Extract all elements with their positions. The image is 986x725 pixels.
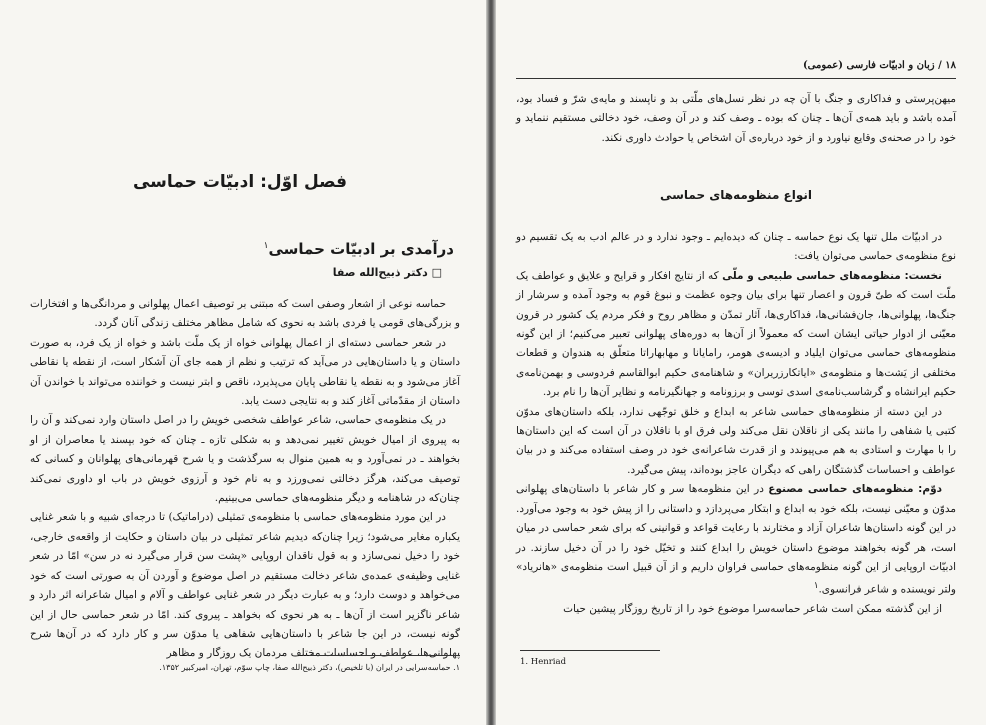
- paragraph-lead: دوّم: منظومه‌های حماسی مصنوع: [768, 483, 942, 496]
- footnote: 1. Henriad: [520, 657, 567, 667]
- paragraph-text: در این منظومه‌ها سر و کار شاعر با داستان‌های پهلوانی مدوّن و معیّنی نیست، بلکه خود به ابداع و ابتکار می‌پردازد و داستانی را از پیش خود به وجود می‌آورد. در این گونه داستان‌ها شاعران آزاد و مختارند با رعایت قواعد و قوانینی که برای شعر حماسی در میان است، هر گونه بخواهند موضوع داستان خویش را ابداع کنند و تخیّل خود را در آن دخیل سازند. در ادبیّات اروپایی از این گونه منظومه‌های حماسی فراوان داریم و از آن قبیل است منظومه‌ی «هانریاد» ولتر نویسنده و شاعر فرانسوی.: [516, 483, 956, 596]
- article-title: [74, 240, 454, 258]
- running-head: ۱۸ / زبان و ادبیّات فارسی (عمومی): [802, 60, 956, 71]
- paragraph: [516, 228, 956, 267]
- paragraph: حماسه نوعی از اشعار وصفی است که مبتنی بر توصیف اعمال پهلوانی و مردانگی‌ها و افتخارات و بزرگی‌های قومی یا فردی باشد به نحوی که شامل مظاهر مختلف زندگی آنان گردد.: [30, 298, 460, 330]
- section-title: انواع منظومه‌های حماسی: [659, 188, 813, 202]
- paragraph-text: از این گذشته ممکن است شاعر حماسه‌سرا موضوع خود را از تاریخ روزگار پیشین حیات: [563, 603, 942, 616]
- paragraph: [516, 600, 956, 619]
- paragraph: در شعر حماسی دسته‌ای از اعمال پهلوانی خواه از یک ملّت باشد و خواه از یک فرد، به صورت داستان و یا داستان‌هایی در می‌آید که ترتیب و نظم از همه جای آن آشکار است، از نقطه یا نقاطی آغاز می‌شود و به نقطه یا نقاطی پایان می‌پذیرد، ناقص و ابتر نیست و خواننده می‌تواند با خواندن آن داستان از مقدّماتی آغاز کند و به نتایجی دست یابد.: [30, 336, 460, 408]
- paragraph-text: که از نتایج افکار و قرایح و علایق و عواطف یک ملّت است که طیّ قرون و اعصار تنها برای بیان وجوه عظمت و نبوغ قوم به وجود آمده و سرشار از جنگ‌ها، پهلوانی‌ها، جان‌فشانی‌ها، فداکاری‌ها، آثار تمدّن و مظاهر روح و فکر مردم یک کشور در قرون معیّنی از ادوار حیاتی ایشان است که معمولاً از آن‌ها به دوره‌های پهلوانی تعبیر می‌کنیم؛ از این گونه منظومه‌های حماسی می‌توان ایلیاد و ادیسه‌ی هومر، رامایانا و مهابهاراتا متعلّق به هندوان و قطعات مختلفی از یَشت‌ها و منظومه‌ی «ایاتکارزریران» و شاهنامه‌ی حکیم ابوالقاسم فردوسی و بهمن‌نامه‌ی حکیم ایرانشاه و گرشاسب‌نامه‌ی اسدی توسی و برزونامه و جهانگیرنامه و نظایر آن‌ها را نام برد.: [516, 269, 956, 399]
- paragraph-lead: نخست: منظومه‌های حماسی طبیعی و ملّی: [722, 269, 942, 282]
- article-footnote-mark: ۱: [263, 241, 269, 251]
- paragraph: [516, 267, 956, 403]
- footnote-rule: [310, 655, 460, 656]
- author-byline: □ دکتر ذبیح‌الله صفا: [332, 266, 442, 279]
- right-page: [496, 0, 986, 725]
- paragraph-text: در این دسته از منظومه‌های حماسی شاعر به ابداع و خلق توجّهی ندارد، بلکه داستان‌های مدوّن کتبی یا شفاهی را مانند یکی از ناقلان نقل می‌کند ولی فرق او با ناقلان در آن است که این داستان‌ها را با مهارت و استادی به هم می‌پیوندد و از قدرت شاعرانه‌ی خود در وصف استفاده می‌کند و در بیان عواطف و احساسات گذشتگان راهی که دیگران عاجز بوده‌اند، پیش می‌گیرد.: [516, 405, 956, 476]
- paragraph: [516, 403, 956, 481]
- paragraph: [516, 480, 956, 600]
- paragraph: میهن‌پرستی و فداکاری و جنگ با آن چه در نظر نسل‌های ملّتی بد و ناپسند و مایه‌ی شرّ و فساد بود، آمده باشد و باید همه‌ی آن‌ها ـ چنان که بوده ـ وصف کند و در آن وصف، خود دخالتی مستقیم ننماید و خود را در صحنه‌ی وقایع نیاورد و از خود درباره‌ی آن اشخاص یا حوادث داوری نکند.: [516, 93, 956, 144]
- chapter-title: فصل اوّل: ادبیّات حماسی: [132, 172, 348, 192]
- header-rule: [516, 78, 956, 79]
- paragraph-text: در ادبیّات ملل تنها یک نوع حماسه ـ چنان که دیده‌ایم ـ وجود ندارد و در عالم ادب به یک تقسیم دو نوع منظومه‌ی حماسی می‌توان یافت:: [516, 231, 956, 263]
- paragraph: در یک منظومه‌ی حماسی، شاعر عواطف شخصی خویش را در اصل داستان وارد نمی‌کند و آن را به پیروی از امیال خویش تغییر نمی‌دهد و به شکلی تازه ـ چنان که خود بپسند یا معاصران از او بخواهند ـ در نمی‌آورد و به همین منوال به سرگذشت و یا شرح قهرمانی‌های پهلوانان و کسانی که توصیف می‌کند، هرگز دخالتی نمی‌ورزد و به نام خود و آرزوی خویش در باب او داوری نمی‌کند چنان‌که در شاهنامه و دیگر منظومه‌های حماسی می‌بینیم.: [30, 414, 460, 505]
- left-body: [30, 295, 460, 664]
- left-page: [0, 0, 486, 725]
- paragraph: در این مورد منظومه‌های حماسی با منظومه‌ی تمثیلی (دراماتیک) تا درجه‌ای شبیه و با شعر غنایی یکباره مغایر می‌شود؛ زیرا چنان‌که دیدیم شاعر تمثیلی در بیان داستان و حکایت از واقعه‌ی خارجی، خود را دخیل نمی‌سازد و به قول ناقدان اروپایی «پشت سن قرار می‌گیرد نه در سن» امّا در شعر غنایی وظیفه‌ی عمده‌ی شاعر دخالت مستقیم در اصل موضوع و آوردن آن به صورتی است که خود می‌خواهد و دوست دارد؛ و به عبارت دیگر در شعر غنایی عواطف و آلام و امیال شاعرانه اثر دارد و شاعر ناگزیر است از آن‌ها ـ به هر نحوی که بخواهد ـ پیروی کند. امّا در شعر حماسی حال از این گونه نیست، در این جا شاعر با داستان‌هایی شفاهی یا مدوّن سر و کار دارد که در آن‌ها شرح پهلوانی‌ها، عواطف و احساسات مختلف مردمان یک روزگار و مظاهر: [30, 511, 460, 660]
- footnote: ۱. حماسه‌سرایی در ایران (با تلخیص)، دکتر ذبیح‌الله صفا، چاپ سوّم، تهران، امیرکبیر ۱۳۵۲.: [159, 663, 460, 672]
- book-gutter: [486, 0, 496, 725]
- intro-paragraph: [516, 90, 956, 148]
- footnote-mark: ۱: [813, 581, 819, 592]
- article-title-text: درآمدی بر ادبیّات حماسی: [268, 240, 454, 258]
- right-body: [516, 228, 956, 620]
- footnote-rule: [520, 650, 660, 651]
